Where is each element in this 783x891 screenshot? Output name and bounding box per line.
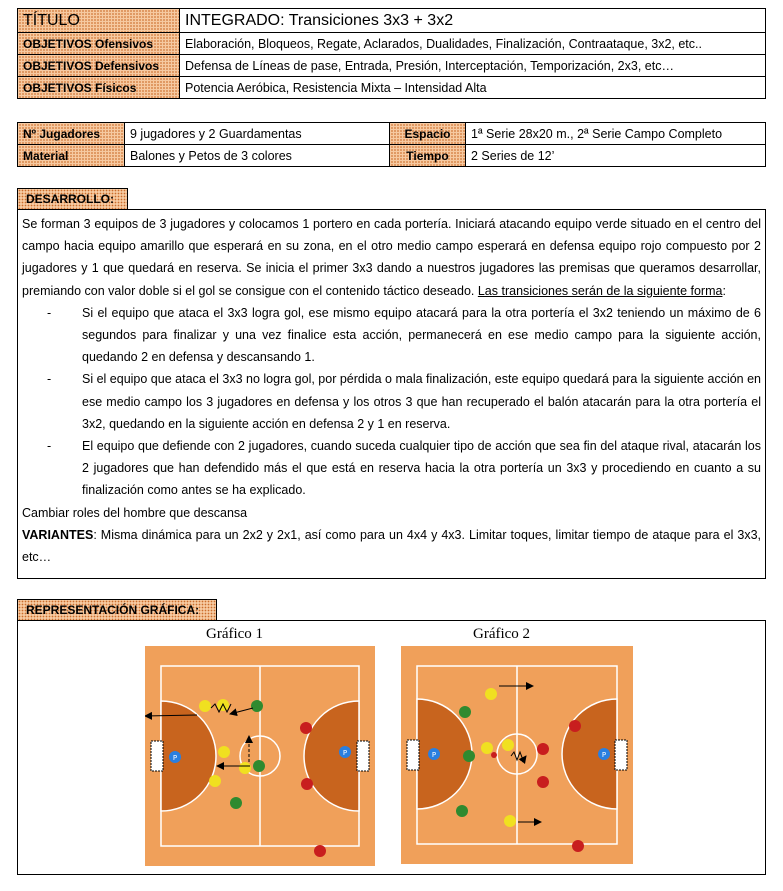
info-table (17, 122, 766, 167)
espacio-value: 1ª Serie 28x20 m., 2ª Serie Campo Completo (466, 123, 766, 145)
material-label: Material (18, 145, 125, 167)
transitions-lead: Las transiciones serán de la siguiente forma (477, 283, 723, 298)
variantes-text: VARIANTES: Misma dinámica para un 2x2 y 2x1, así como para un 4x4 y 4x3. Limitar toques, limitar tiempo de ataque para el 3x3, etc… (22, 527, 761, 565)
svg-text:P: P (172, 754, 178, 762)
defensivos-value: Defensa de Líneas de pase, Entrada, Presión, Interceptación, Temporización, 2x3, etc… (180, 55, 766, 77)
titulo-value: INTEGRADO: Transiciones 3x3 + 3x2 (180, 9, 766, 33)
list-item: - Si el equipo que ataca el 3x3 logra gol, ese mismo equipo atacará para la otra portería el 3x2 teniendo un máximo de 6 segundos para finalizar y una vez finalice esta acción, permanecerá en ese medio campo para la siguiente acción, quedando 2 en defensa y descansando 1. (47, 305, 761, 365)
titulo-label: TÍTULO (18, 9, 180, 33)
grafico-2-title: Gráfico 2 (473, 626, 531, 642)
transitions-list (22, 302, 761, 502)
svg-text:P: P (601, 751, 607, 759)
espacio-label: Espacio (390, 123, 466, 145)
grafico-2-field (401, 646, 633, 864)
list-item: - El equipo que defiende con 2 jugadores, cuando suceda cualquier tipo de acción que sea fin del ataque rival, atacarán los 2 jugadores que han defendido más el que está en reserva hacia la otra portería un 3x3 y procediendo en cuanto a su finalización como antes se ha explicado. (47, 439, 761, 498)
tiempo-value: 2 Series de 12’ (466, 145, 766, 167)
grafico-1-title: Gráfico 1 (206, 626, 264, 642)
list-item: - Si el equipo que ataca el 3x3 no logra gol, por pérdida o mala finalización, este equipo quedará para la siguiente acción en ese medio campo los 3 jugadores en defensa y los otros 3 que han recuperado el balón atacarán para la otra portería el 3x2, quedando en la siguiente acción en defensa 2 y 1 en reserva. (47, 372, 761, 431)
grafico-1-field (145, 646, 375, 866)
ofensivos-value: Elaboración, Bloqueos, Regate, Aclarados, Dualidades, Finalización, Contraataque, 3x2, etc.. (180, 33, 766, 55)
roles-text: Cambiar roles del hombre que descansa (22, 505, 248, 520)
fisicos-value: Potencia Aeróbica, Resistencia Mixta – Intensidad Alta (180, 77, 766, 99)
svg-text:P: P (431, 751, 437, 759)
jugadores-value: 9 jugadores y 2 Guardamentas (125, 123, 390, 145)
fisicos-label: OBJETIVOS Físicos (18, 77, 180, 99)
material-value: Balones y Petos de 3 colores (125, 145, 390, 167)
objectives-table (17, 8, 766, 99)
grafica-heading: REPRESENTACIÓN GRÁFICA: (17, 599, 217, 620)
jugadores-label: Nº Jugadores (18, 123, 125, 145)
defensivos-label: OBJETIVOS Defensivos (18, 55, 180, 77)
desarrollo-intro: Se forman 3 equipos de 3 jugadores y colocamos 1 portero en cada portería. Iniciará atacando equipo verde situado en el centro del campo hacia equipo amarillo que esperará en su zona, en el otro medio campo esperará en defensa equipo rojo compuesto por 2 jugadores y 1 que quedará en reserva. Se inicia el primer 3x3 dando a nuestros jugadores las premisas que queramos desarrollar, premiando con valor doble si el gol se consigue con el contenido táctico deseado. Las transiciones serán de la siguiente forma: (22, 217, 761, 298)
desarrollo-box (17, 209, 766, 579)
grafica-box (17, 620, 766, 875)
tiempo-label: Tiempo (390, 145, 466, 167)
ofensivos-label: OBJETIVOS Ofensivos (18, 33, 180, 55)
desarrollo-heading: DESARROLLO: (17, 188, 128, 209)
svg-text:P: P (342, 749, 348, 757)
